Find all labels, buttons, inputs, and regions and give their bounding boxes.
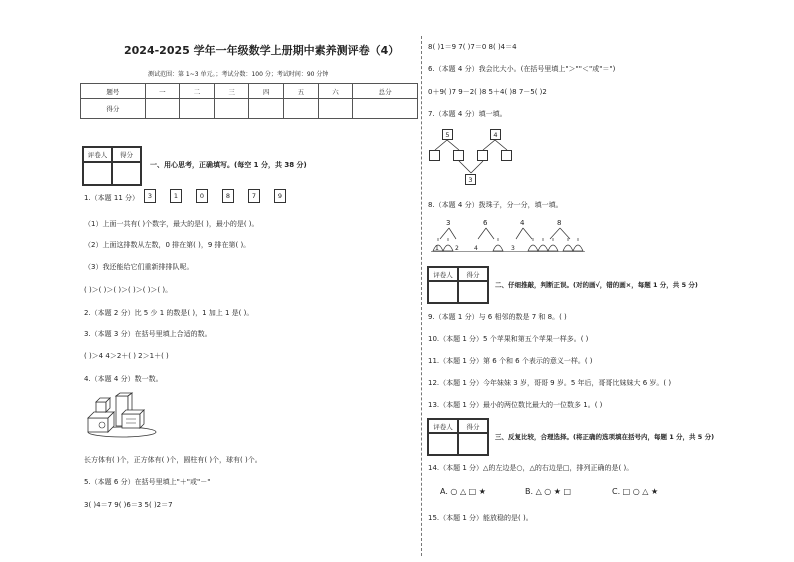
- q7-blank-box[interactable]: [453, 150, 464, 161]
- grader-reviewer-label: 评卷人: [428, 267, 458, 281]
- q8-number: 8: [557, 219, 562, 227]
- q1-card: 9: [274, 189, 286, 203]
- q8-small-number: 4: [474, 245, 478, 252]
- q7-blank-box[interactable]: [477, 150, 488, 161]
- q14-option-c[interactable]: C. □ ○ △ ★: [612, 487, 659, 496]
- q15-text: 15.（本题 1 分）能放稳的是( )。: [428, 514, 533, 522]
- grader-reviewer-cell[interactable]: [428, 433, 458, 455]
- q7-top-box: 4: [490, 129, 501, 140]
- q1-card: 8: [222, 189, 234, 203]
- q7-text: 7.（本题 4 分）填一填。: [428, 110, 507, 118]
- q12-text: 12.（本题 1 分）今年妹妹 3 岁，哥哥 9 岁。5 年后，哥哥比妹妹大 6 岁。( ): [428, 379, 672, 387]
- score-header: 题号: [81, 84, 146, 99]
- grader-score-label: 得分: [458, 419, 488, 433]
- score-cell[interactable]: [214, 99, 249, 119]
- q1-label: 1.（本题 11 分）: [84, 194, 140, 202]
- q13-text: 13.（本题 1 分）最小的两位数比最大的一位数多 1。( ): [428, 401, 603, 409]
- q1-card: 0: [196, 189, 208, 203]
- score-cell[interactable]: [284, 99, 319, 119]
- q8-number: 3: [446, 219, 451, 227]
- q14-text: 14.（本题 1 分）△的左边是○，△的右边是□，排列正确的是( )。: [428, 464, 634, 472]
- score-cell[interactable]: [318, 99, 353, 119]
- grader-reviewer-label: 评卷人: [83, 147, 112, 162]
- solid-shapes-illustration: [82, 392, 158, 438]
- q3-row: ( )＞4 4＞2＋( ) 2＞1＋( ): [84, 352, 169, 360]
- q10-text: 10.（本题 1 分）5 个苹果和第五个苹果一样多。( ): [428, 335, 589, 343]
- q8-small-number: 3: [511, 245, 515, 252]
- q14-option-b[interactable]: B. △ ○ ★ □: [525, 487, 572, 496]
- q8-small-number: 1: [435, 245, 439, 252]
- q1-card: 1: [170, 189, 182, 203]
- score-cell[interactable]: [353, 99, 418, 119]
- score-row-label: 得分: [81, 99, 146, 119]
- q14-option-a[interactable]: A. ○ △ □ ★: [440, 487, 486, 496]
- grader-reviewer-cell[interactable]: [83, 162, 112, 185]
- exam-info: 测试范围：第 1~3 单元。；考试分数：100 分；考试时间：90 分钟: [148, 71, 329, 78]
- score-table: [80, 83, 418, 119]
- page-title: 2024-2025 学年一年级数学上册期中素养测评卷（4）: [124, 44, 400, 57]
- grader-reviewer-label: 评卷人: [428, 419, 458, 433]
- q3-text: 3.（本题 3 分）在括号里填上合适的数。: [84, 330, 212, 338]
- score-header: 二: [180, 84, 215, 99]
- q7-top-box: 5: [442, 129, 453, 140]
- column-divider: [421, 36, 422, 556]
- score-cell[interactable]: [249, 99, 284, 119]
- q1-card: 3: [144, 189, 156, 203]
- score-header: 五: [284, 84, 319, 99]
- grader-score-cell[interactable]: [458, 281, 488, 303]
- q6-row: 0＋9( )7 9－2( )8 5＋4( )8 7－5( )2: [428, 88, 547, 96]
- q4-answer-row: 长方体有( )个，正方体有( )个，圆柱有( )个，球有( )个。: [84, 456, 262, 464]
- q8-number: 4: [520, 219, 525, 227]
- section-3-heading: 三、反复比较，合理选择。(将正确的选项填在括号内，每题 1 分，共 5 分): [495, 433, 715, 441]
- grader-box: [427, 418, 489, 456]
- section-2-heading: 二、仔细推敲，判断正误。(对的画√，错的画×，每题 1 分，共 5 分): [495, 281, 698, 289]
- grader-score-cell[interactable]: [458, 433, 488, 455]
- grader-score-label: 得分: [458, 267, 488, 281]
- q7-blank-box[interactable]: [429, 150, 440, 161]
- q1-card: 7: [248, 189, 260, 203]
- grader-box: [82, 146, 142, 186]
- q5-row: 3( )4＝7 9( )6＝3 5( )2＝7: [84, 501, 173, 509]
- q8-bead-diagram: [428, 227, 588, 255]
- score-header: 六: [318, 84, 353, 99]
- score-header: 四: [249, 84, 284, 99]
- q8-number: 6: [483, 219, 488, 227]
- score-header: 一: [145, 84, 180, 99]
- q11-text: 11.（本题 1 分）第 6 个和 6 个表示的意义一样。( ): [428, 357, 593, 365]
- q8-small-number: 2: [455, 245, 459, 252]
- q4-text: 4.（本题 4 分）数一数。: [84, 375, 163, 383]
- score-header: 三: [214, 84, 249, 99]
- q1-part3: （3）我还能给它们重新排排队呢。: [84, 263, 194, 271]
- grader-reviewer-cell[interactable]: [428, 281, 458, 303]
- q9-text: 9.（本题 1 分）与 6 相邻的数是 7 和 8。( ): [428, 313, 567, 321]
- q1-part2: （2）上面这排数从左数，0 排在第( )，9 排在第( )。: [84, 241, 251, 249]
- q5-text: 5.（本题 6 分）在括号里填上"＋"或"－": [84, 478, 211, 486]
- grader-score-label: 得分: [112, 147, 141, 162]
- grader-score-cell[interactable]: [112, 162, 141, 185]
- grader-box: [427, 266, 489, 304]
- q5-row2: 8( )1＝9 7( )7＝0 8( )4＝4: [428, 43, 517, 51]
- q6-text: 6.（本题 4 分）我会比大小。(在括号里填上"＞""＜"或"＝"): [428, 65, 616, 73]
- q7-blank-box[interactable]: [501, 150, 512, 161]
- q1-part1: （1）上面一共有( )个数字，最大的是( )，最小的是( )。: [84, 220, 259, 228]
- score-cell[interactable]: [145, 99, 180, 119]
- q8-text: 8.（本题 4 分）拨珠子，分一分，填一填。: [428, 201, 563, 209]
- q7-bottom-box: 3: [465, 174, 476, 185]
- score-cell[interactable]: [180, 99, 215, 119]
- q1-order-row: ( )＞( )＞( )＞( )＞( )＞( )。: [84, 286, 173, 294]
- score-header: 总分: [353, 84, 418, 99]
- section-1-heading: 一、用心思考，正确填写。(每空 1 分，共 38 分): [150, 161, 307, 169]
- q2-text: 2.（本题 2 分）比 5 少 1 的数是( )，1 加上 1 是( )。: [84, 309, 254, 317]
